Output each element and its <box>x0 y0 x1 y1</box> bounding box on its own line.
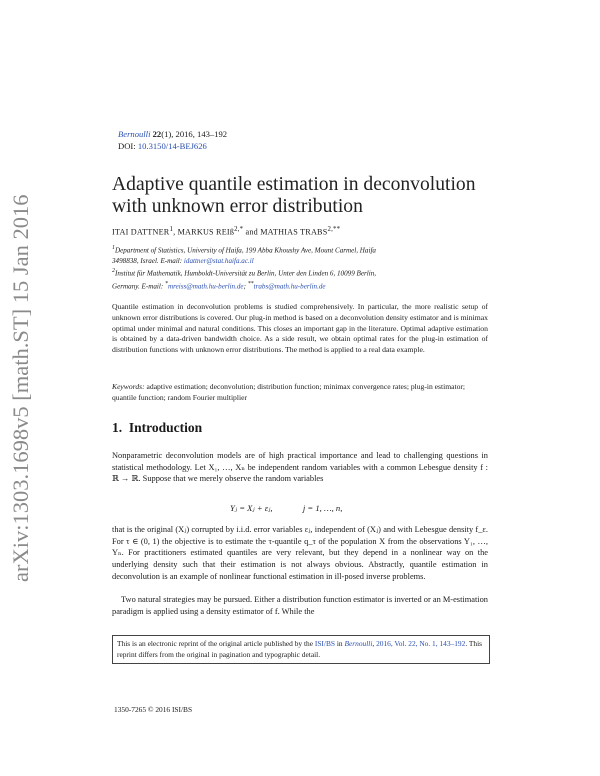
affiliation-2-address: Institut für Mathematik, Humboldt-Universität zu Berlin, Unter den Linden 6, 10099 Berlin, <box>114 269 377 278</box>
affiliation-2-mark: 2 <box>112 268 115 274</box>
isi-bs-link[interactable]: ISI/BS <box>314 639 335 648</box>
bernoulli-link[interactable]: Bernoulli <box>344 639 373 648</box>
email-mark-2: ** <box>247 280 254 287</box>
email-link-dattner[interactable]: idattner@stat.haifa.ac.il <box>183 256 254 265</box>
keywords <box>112 382 488 404</box>
affiliation-2-address-cont: Germany. E-mail: <box>112 282 165 291</box>
copyright-footer: 1350-7265 © 2016 ISI/BS <box>114 705 193 714</box>
note-text-3: , <box>372 639 377 648</box>
paragraph-2: that is the original (Xⱼ) corrupted by i.i.d. error variables εⱼ, independent of (Xⱼ) and with Lebesgue density f_ε. For τ ∈ (0, 1) the objective is to estimate the τ-quantile q_τ of the population X from the observations Y₁, …, Yₙ. For practitioners estimated quantiles are very relevant, but they depend in a nonlinear way on the underlying density such that their estimation is not always obvious. Abstractly, quantile estimation in deconvolution is an example of nonlinear functional estimation in ill-posed inverse problems. <box>112 525 488 581</box>
author-1-affil-mark: 1 <box>169 226 174 233</box>
note-text-2: in <box>335 639 345 648</box>
affiliation-1-mark: 1 <box>112 245 115 251</box>
citation-rest: (1), 2016, 143–192 <box>161 129 228 139</box>
paragraph-1: Nonparametric deconvolution models are of high practical importance and lead to challenging questions in statistical methodology. Let X₁, …, Xₙ be independent random variables with a common Lebesgue density f : ℝ → ℝ. Suppose that we merely observe the random variables <box>112 451 488 484</box>
doi-line <box>118 140 227 152</box>
equation-model <box>230 503 342 514</box>
affiliation-1-address: Department of Statistics, University of Haifa, 199 Abba Khoushy Ave, Mount Carmel, Haifa <box>114 246 376 255</box>
equation-lhs: Yⱼ = Xⱼ + εⱼ, <box>230 503 273 513</box>
affiliation-1-address-cont: 3498838, Israel. E-mail: <box>112 256 184 265</box>
email-separator: ; <box>243 282 248 291</box>
note-text-1: This is an electronic reprint of the original article published by the <box>117 639 315 648</box>
author-3-affil-mark: 2,** <box>327 226 341 233</box>
equation-rhs: j = 1, …, n, <box>302 503 343 513</box>
author-1: ITAI DATTNER <box>112 227 170 237</box>
keywords-text: adaptive estimation; deconvolution; distribution function; minimax convergence rates; plug-in estimator; quantile function; random Fourier multiplier <box>112 382 466 402</box>
email-mark-1: * <box>165 280 168 287</box>
abstract: Quantile estimation in deconvolution problems is studied comprehensively. In particular, the more realistic setup of unknown error distributions is covered. Our plug-in method is based on a deconvolution density estimator and is minimax optimal under minimal and natural conditions. This closes an important gap in the literature. Optimal adaptive estimation is obtained by a data-driven bandwidth choice. As a side result, we obtain optimal rates for the plug-in estimation of distribution functions with unknown error distributions. The method is applied to a real data example. <box>112 302 488 355</box>
title-line-2: with unknown error distribution <box>112 196 363 217</box>
paragraph-3: Two natural strategies may be pursued. Either a distribution function estimator is inverted or an M-estimation paradigm is applied using a density estimator of f. While the <box>112 595 488 616</box>
email-link-reiss[interactable]: mreiss@math.hu-berlin.de <box>167 282 244 291</box>
paper-title <box>112 174 532 218</box>
affiliation-1 <box>112 243 487 266</box>
title-line-1: Adaptive quantile estimation in deconvolution <box>112 174 476 195</box>
journal-link[interactable]: Bernoulli <box>118 129 151 139</box>
keywords-label: Keywords: <box>112 382 145 391</box>
section-number: 1. <box>112 420 123 435</box>
reprint-note-box <box>112 635 490 664</box>
journal-header <box>118 128 227 152</box>
note-text-4: . This reprint differs from the original in pagination and typographic detail. <box>117 639 483 659</box>
section-title: Introduction <box>128 420 203 435</box>
doi-label: DOI: <box>118 141 136 151</box>
email-link-trabs[interactable]: trabs@math.hu-berlin.de <box>253 282 326 291</box>
citation-line <box>118 128 227 140</box>
author-list <box>112 226 340 237</box>
author-3: and MATHIAS TRABS <box>243 227 328 237</box>
author-2-affil-mark: 2,* <box>234 226 244 233</box>
affiliation-2 <box>112 266 487 292</box>
issue-link[interactable]: 2016, Vol. 22, No. 1, 143–192 <box>376 639 466 648</box>
doi-link[interactable]: 10.3150/14-BEJ626 <box>137 141 207 151</box>
volume: 22 <box>152 129 162 139</box>
section-heading <box>112 420 202 436</box>
author-2: , MARKUS REIß <box>173 227 235 237</box>
arxiv-identifier: arXiv:1303.1698v5 [math.ST] 15 Jan 2016 <box>8 194 33 582</box>
